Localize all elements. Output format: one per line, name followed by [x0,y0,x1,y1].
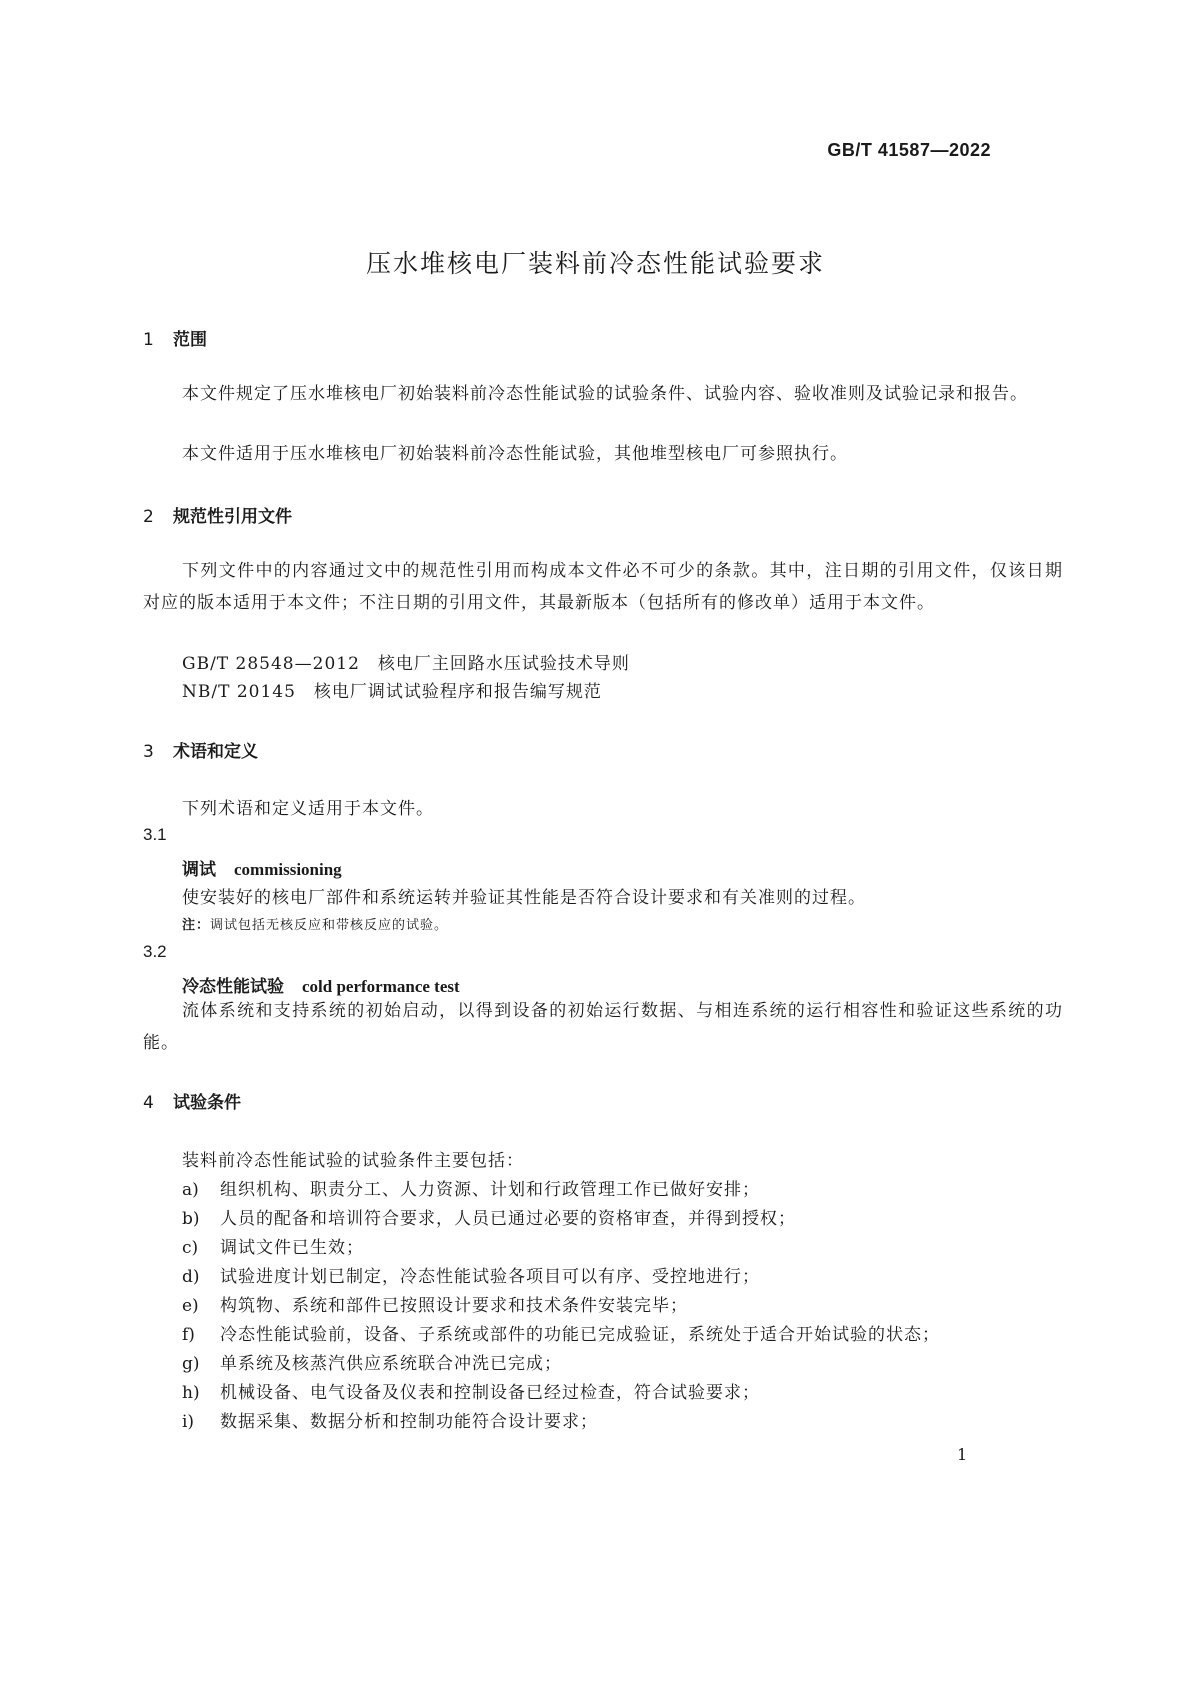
list-item [182,1320,940,1345]
section-2-heading [143,502,292,527]
list-item [182,1378,760,1403]
term-note [182,914,448,933]
reference-code: NB/T 20145 [182,682,296,702]
page-number: 1 [957,1445,968,1464]
list-item-text: 试验进度计划已制定，冷态性能试验各项目可以有序、受控地进行； [220,1267,760,1287]
section-number: 2 [143,507,154,527]
list-item-text: 冷态性能试验前，设备、子系统或部件的功能已完成验证，系统处于适合开始试验的状态； [220,1325,940,1345]
list-item-text: 组织机构、职责分工、人力资源、计划和行政管理工作已做好安排； [220,1180,760,1200]
term-zh: 冷态性能试验 [182,977,284,997]
list-item [182,1175,760,1200]
note-text: 调试包括无核反应和带核反应的试验。 [210,918,449,933]
section-number: 1 [143,330,154,350]
section-number: 3 [143,742,154,762]
section-title: 范围 [173,330,207,350]
term-definition: 使安装好的核电厂部件和系统运转并验证其性能是否符合设计要求和有关准则的过程。 [182,888,866,908]
list-item [182,1262,760,1287]
list-item [182,1349,562,1374]
section-number: 4 [143,1093,154,1113]
section-title: 试验条件 [173,1093,241,1113]
term-definition: 流体系统和支持系统的初始启动，以得到设备的初始运行数据、与相连系统的运行相容性和验证这些系统的功能。 [143,1001,1063,1053]
list-item [182,1233,364,1258]
list-item [182,1291,688,1316]
normative-reference [182,649,630,674]
reference-code: GB/T 28548—2012 [182,654,360,674]
term-en: commissioning [234,860,342,879]
list-item-text: 数据采集、数据分析和控制功能符合设计要求； [220,1412,598,1432]
list-item [182,1407,598,1432]
term-zh: 调试 [182,860,216,880]
reference-title: 核电厂调试试验程序和报告编写规范 [313,682,602,702]
list-item-text: 单系统及核蒸汽供应系统联合冲洗已完成； [220,1354,562,1374]
list-item-label: c) [182,1238,199,1258]
term-entry [182,855,342,880]
clause-number: 3.1 [143,825,167,844]
section-title: 规范性引用文件 [173,507,292,527]
list-item-label: g) [182,1354,200,1374]
section-1-para-1: 本文件规定了压水堆核电厂初始装料前冷态性能试验的试验条件、试验内容、验收准则及试验记录和报告。 [182,384,1028,404]
list-item-label: f) [182,1325,195,1345]
section-2-para-1: 下列文件中的内容通过文中的规范性引用而构成本文件必不可少的条款。其中，注日期的引用文件，仅该日期对应的版本适用于本文件；不注日期的引用文件，其最新版本（包括所有的修改单）适用于本文件。 [143,561,1063,613]
list-item-label: h) [182,1383,200,1403]
clause-number: 3.2 [143,942,167,961]
list-item-label: a) [182,1180,199,1200]
section-title: 术语和定义 [173,742,258,762]
term-entry [182,972,460,997]
section-3-intro: 下列术语和定义适用于本文件。 [182,799,434,819]
list-item-text: 构筑物、系统和部件已按照设计要求和技术条件安装完毕； [220,1296,688,1316]
section-4-intro: 装料前冷态性能试验的试验条件主要包括： [182,1151,524,1171]
list-item [182,1204,796,1229]
term-en: cold performance test [302,977,460,996]
list-item-label: d) [182,1267,200,1287]
list-item-text: 机械设备、电气设备及仪表和控制设备已经过检查，符合试验要求； [220,1383,760,1403]
section-3-heading [143,737,258,762]
list-item-text: 调试文件已生效； [220,1238,364,1258]
list-item-text: 人员的配备和培训符合要求，人员已通过必要的资格审查，并得到授权； [220,1209,796,1229]
section-1-para-2: 本文件适用于压水堆核电厂初始装料前冷态性能试验，其他堆型核电厂可参照执行。 [182,444,848,464]
note-label: 注： [182,918,211,933]
list-item-label: i) [182,1412,195,1432]
section-1-heading [143,325,207,350]
list-item-label: b) [182,1209,200,1229]
normative-reference [182,677,602,702]
reference-title: 核电厂主回路水压试验技术导则 [377,654,630,674]
standard-code: GB/T 41587—2022 [827,140,991,160]
list-item-label: e) [182,1296,199,1316]
document-title: 压水堆核电厂装料前冷态性能试验要求 [365,249,825,278]
section-4-heading [143,1088,241,1113]
